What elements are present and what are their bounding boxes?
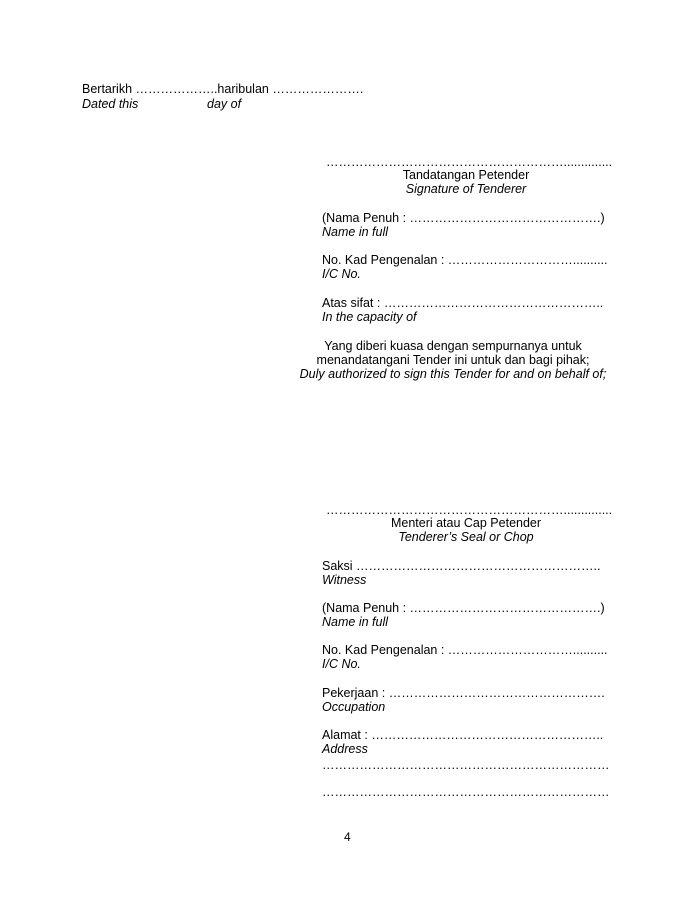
tenderer-full-name-field: (Nama Penuh : ……………………………………….) [322,211,605,225]
address-field: Alamat : ……………………………………………….. [322,728,604,742]
tenderer-signature-label: Tandatangan Petender [402,168,530,182]
authorized-line-en: Duly authorized to sign this Tender for and on behalf of; [299,367,607,381]
tenderer-capacity-field: Atas sifat : …………………………………………….. [322,296,604,310]
occupation-label-en: Occupation [322,700,386,714]
address-line-2: …………………………………………………………… [322,758,610,772]
authorized-line-2: menandatangani Tender ini untuk dan bagi pihak; [316,353,590,367]
day-of-label: day of [207,97,242,111]
witness-field: Saksi ………………………………………………….. [322,559,601,573]
occupation-field: Pekerjaan : ……………………………………………. [322,686,605,700]
witness-ic-label-en: I/C No. [322,657,361,671]
tenderer-ic-field: No. Kad Pengenalan : ………………………….......... [322,253,608,267]
dated-line: Bertarikh ………………..haribulan …………………. [82,82,364,96]
seal-line: ………………………………………………….............. [326,503,613,517]
tenderer-ic-label-en: I/C No. [322,267,361,281]
dated-this-label: Dated this [82,97,139,111]
page-number: 4 [344,830,351,844]
witness-full-name-label-en: Name in full [322,615,388,629]
tenderer-full-name-label-en: Name in full [322,225,388,239]
address-line-3: …………………………………………………………… [322,785,610,799]
address-label-en: Address [322,742,368,756]
seal-label-en: Tenderer’s Seal or Chop [398,530,534,544]
tenderer-capacity-label-en: In the capacity of [322,310,417,324]
witness-full-name-field: (Nama Penuh : ……………………………………….) [322,601,605,615]
witness-label-en: Witness [322,573,367,587]
tenderer-signature-label-en: Signature of Tenderer [405,182,527,196]
authorized-line-1: Yang diberi kuasa dengan sempurnanya untuk [324,339,582,353]
tenderer-signature-line: ………………………………………………….............. [326,155,613,169]
seal-label: Menteri atau Cap Petender [390,516,542,530]
witness-ic-field: No. Kad Pengenalan : ………………………….......... [322,643,608,657]
